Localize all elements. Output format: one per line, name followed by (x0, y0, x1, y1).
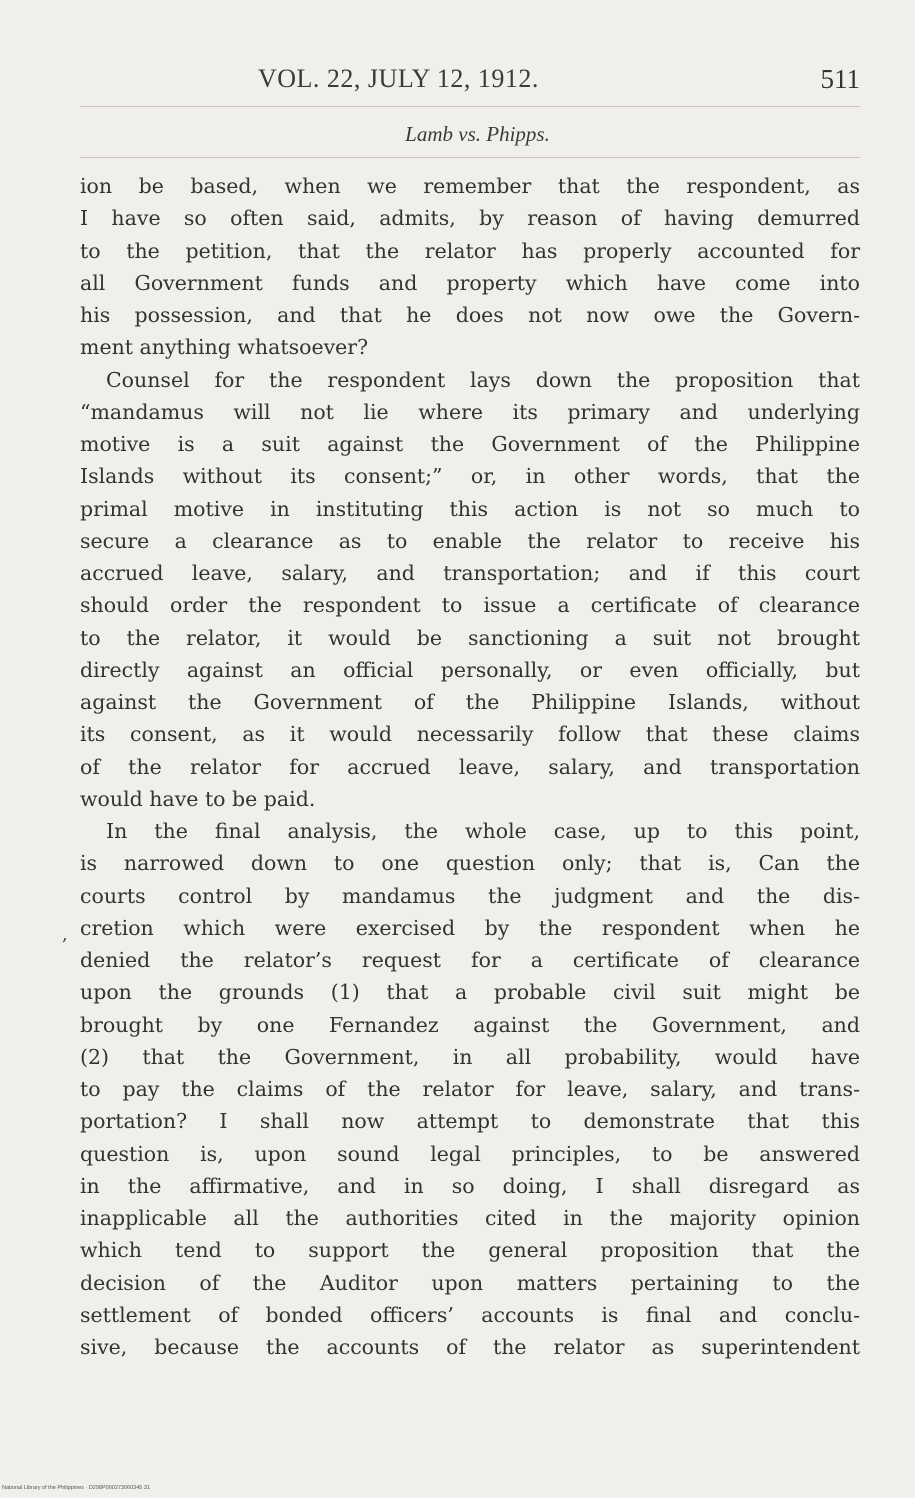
text-line: denied the relator’s request for a certificate of clearance (80, 948, 860, 972)
text-line: to the petition, that the relator has properly accounted for (80, 238, 860, 263)
text-line: (2) that the Government, in all probability, would have (80, 1044, 860, 1069)
text-line: In the final analysis, the whole case, up to this point, (106, 819, 860, 843)
scan-credit: National Library of the Philippines · D298P000273060345 31 (2, 1485, 150, 1491)
margin-mark: , (62, 924, 68, 945)
text-line: courts control by mandamus the judgment and the dis- (80, 883, 860, 908)
body-text (80, 170, 860, 1363)
text-line: of the relator for accrued leave, salary, and transportation (80, 754, 860, 779)
text-line: cretion which were exercised by the respondent when he (80, 915, 860, 940)
header-rule-top (80, 106, 860, 107)
text-line: inapplicable all the authorities cited in the majority opinion (80, 1206, 860, 1230)
text-line: I have so often said, admits, by reason of having demurred (80, 206, 860, 231)
running-title: VOL. 22, JULY 12, 1912. (258, 64, 539, 93)
text-line: question is, upon sound legal principles, to be answered (80, 1141, 860, 1166)
text-line: which tend to support the general proposition that the (80, 1238, 860, 1263)
text-line: accrued leave, salary, and transportation; and if this court (80, 561, 860, 585)
text-line: all Government funds and property which have come into (80, 270, 860, 295)
page-number: 511 (820, 64, 860, 94)
running-head (80, 64, 860, 104)
text-line: secure a clearance as to enable the relator to receive his (80, 528, 860, 553)
text-line: settlement of bonded officers’ accounts is final and conclu- (80, 1302, 860, 1327)
text-line: to pay the claims of the relator for leave, salary, and trans- (80, 1077, 860, 1101)
text-line: would have to be paid. (80, 786, 316, 811)
case-name: Lamb vs. Phipps. (405, 122, 550, 146)
text-line: brought by one Fernandez against the Government, and (80, 1012, 860, 1037)
text-line: its consent, as it would necessarily follow that these claims (80, 722, 860, 747)
text-line: to the relator, it would be sanctioning a suit not brought (80, 625, 860, 650)
text-line: directly against an official personally, or even officially, but (80, 657, 860, 682)
text-line: is narrowed down to one question only; that is, Can the (80, 851, 860, 876)
text-line: “mandamus will not lie where its primary and underlying (80, 399, 860, 424)
text-line: motive is a suit against the Government of the Philippine (80, 432, 860, 456)
header-rule-bottom (80, 157, 860, 158)
text-line: primal motive in instituting this action is not so much to (80, 496, 860, 521)
text-line: in the affirmative, and in so doing, I shall disregard as (80, 1173, 860, 1198)
text-line: decision of the Auditor upon matters pertaining to the (80, 1270, 860, 1295)
text-line: Counsel for the respondent lays down the proposition that (106, 367, 860, 392)
text-line: sive, because the accounts of the relator as superintendent (80, 1335, 860, 1359)
text-line: ion be based, when we remember that the respondent, as (80, 174, 860, 198)
text-line: ment anything whatsoever? (80, 335, 369, 360)
text-line: against the Government of the Philippine Islands, without (80, 690, 860, 714)
text-line: Islands without its consent;” or, in other words, that the (80, 464, 860, 489)
text-line: portation? I shall now attempt to demonstrate that this (80, 1109, 860, 1134)
text-line: upon the grounds (1) that a probable civil suit might be (80, 980, 860, 1005)
text-line: his possession, and that he does not now owe the Govern- (80, 303, 860, 327)
text-line: should order the respondent to issue a certificate of clearance (80, 593, 860, 618)
